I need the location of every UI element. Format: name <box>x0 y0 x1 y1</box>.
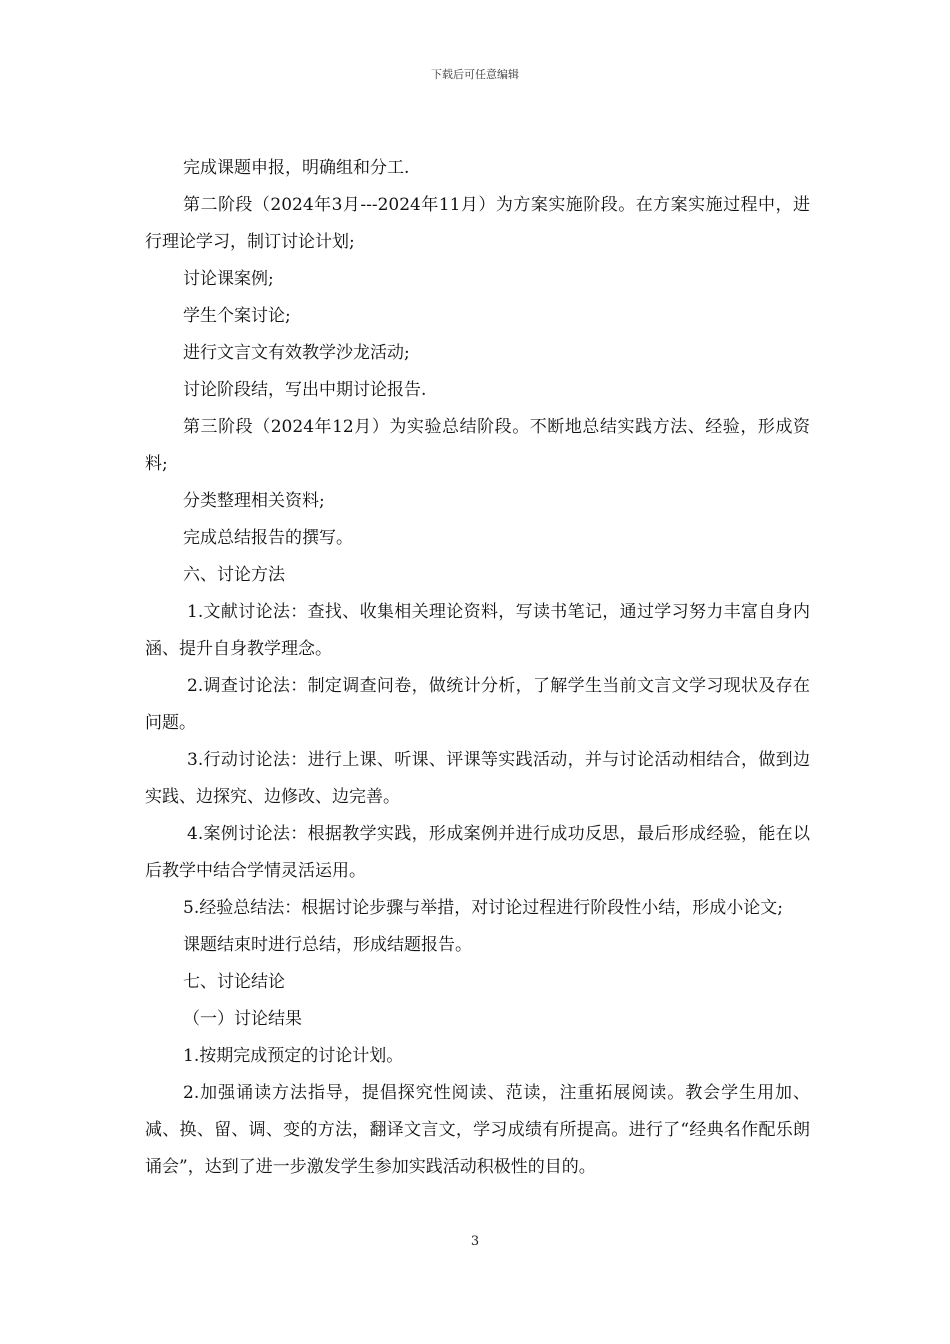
paragraph-4: 学生个案讨论; <box>183 306 291 326</box>
result-2: 2.加强诵读方法指导，提倡探究性阅读、范读，注重拓展阅读。教会学生用加、减、换、留、调、变的方法，翻译文言文，学习成绩有所提高。进行了“经典名作配乐朗诵会”，达到了进一步激发学生参加实践活动积极性的目的。 <box>145 1083 810 1177</box>
paragraph-2: 第二阶段（2024年3月---2024年11月）为方案实施阶段。在方案实施过程中，进行理论学习，制订讨论计划; <box>145 195 810 252</box>
method-1: 1.文献讨论法：查找、收集相关理论资料，写读书笔记，通过学习努力丰富自身内涵、提升自身教学理念。 <box>145 602 810 659</box>
section-heading-7: 七、讨论结论 <box>183 972 285 992</box>
paragraph-7: 第三阶段（2024年12月）为实验总结阶段。不断地总结实践方法、经验，形成资料; <box>145 417 810 474</box>
method-2: 2.调查讨论法：制定调查问卷，做统计分析，了解学生当前文言文学习现状及存在问题。 <box>145 676 810 733</box>
document-body <box>145 150 810 1186</box>
paragraph-8: 分类整理相关资料; <box>183 491 325 511</box>
result-1: 1.按期完成预定的讨论计划。 <box>183 1046 404 1066</box>
paragraph-1: 完成课题申报，明确组和分工. <box>183 158 410 178</box>
section-heading-6: 六、讨论方法 <box>183 565 285 585</box>
paragraph-3: 讨论课案例; <box>183 269 274 289</box>
paragraph-6: 讨论阶段结，写出中期讨论报告. <box>183 380 427 400</box>
method-5: 5.经验总结法：根据讨论步骤与举措，对讨论过程进行阶段性小结，形成小论文; <box>183 898 783 918</box>
method-3: 3.行动讨论法：进行上课、听课、评课等实践活动，并与讨论活动相结合，做到边实践、边探究、边修改、边完善。 <box>145 750 810 807</box>
paragraph-16: 课题结束时进行总结，形成结题报告。 <box>183 935 472 955</box>
subsection-heading-1: （一）讨论结果 <box>183 1009 302 1029</box>
method-4: 4.案例讨论法：根据教学实践，形成案例并进行成功反思，最后形成经验，能在以后教学中结合学情灵活运用。 <box>145 824 810 881</box>
page-header: 下载后可任意编辑 <box>431 68 519 81</box>
paragraph-9: 完成总结报告的撰写。 <box>183 528 353 548</box>
paragraph-5: 进行文言文有效教学沙龙活动; <box>183 343 410 363</box>
page-number: 3 <box>470 1234 480 1249</box>
